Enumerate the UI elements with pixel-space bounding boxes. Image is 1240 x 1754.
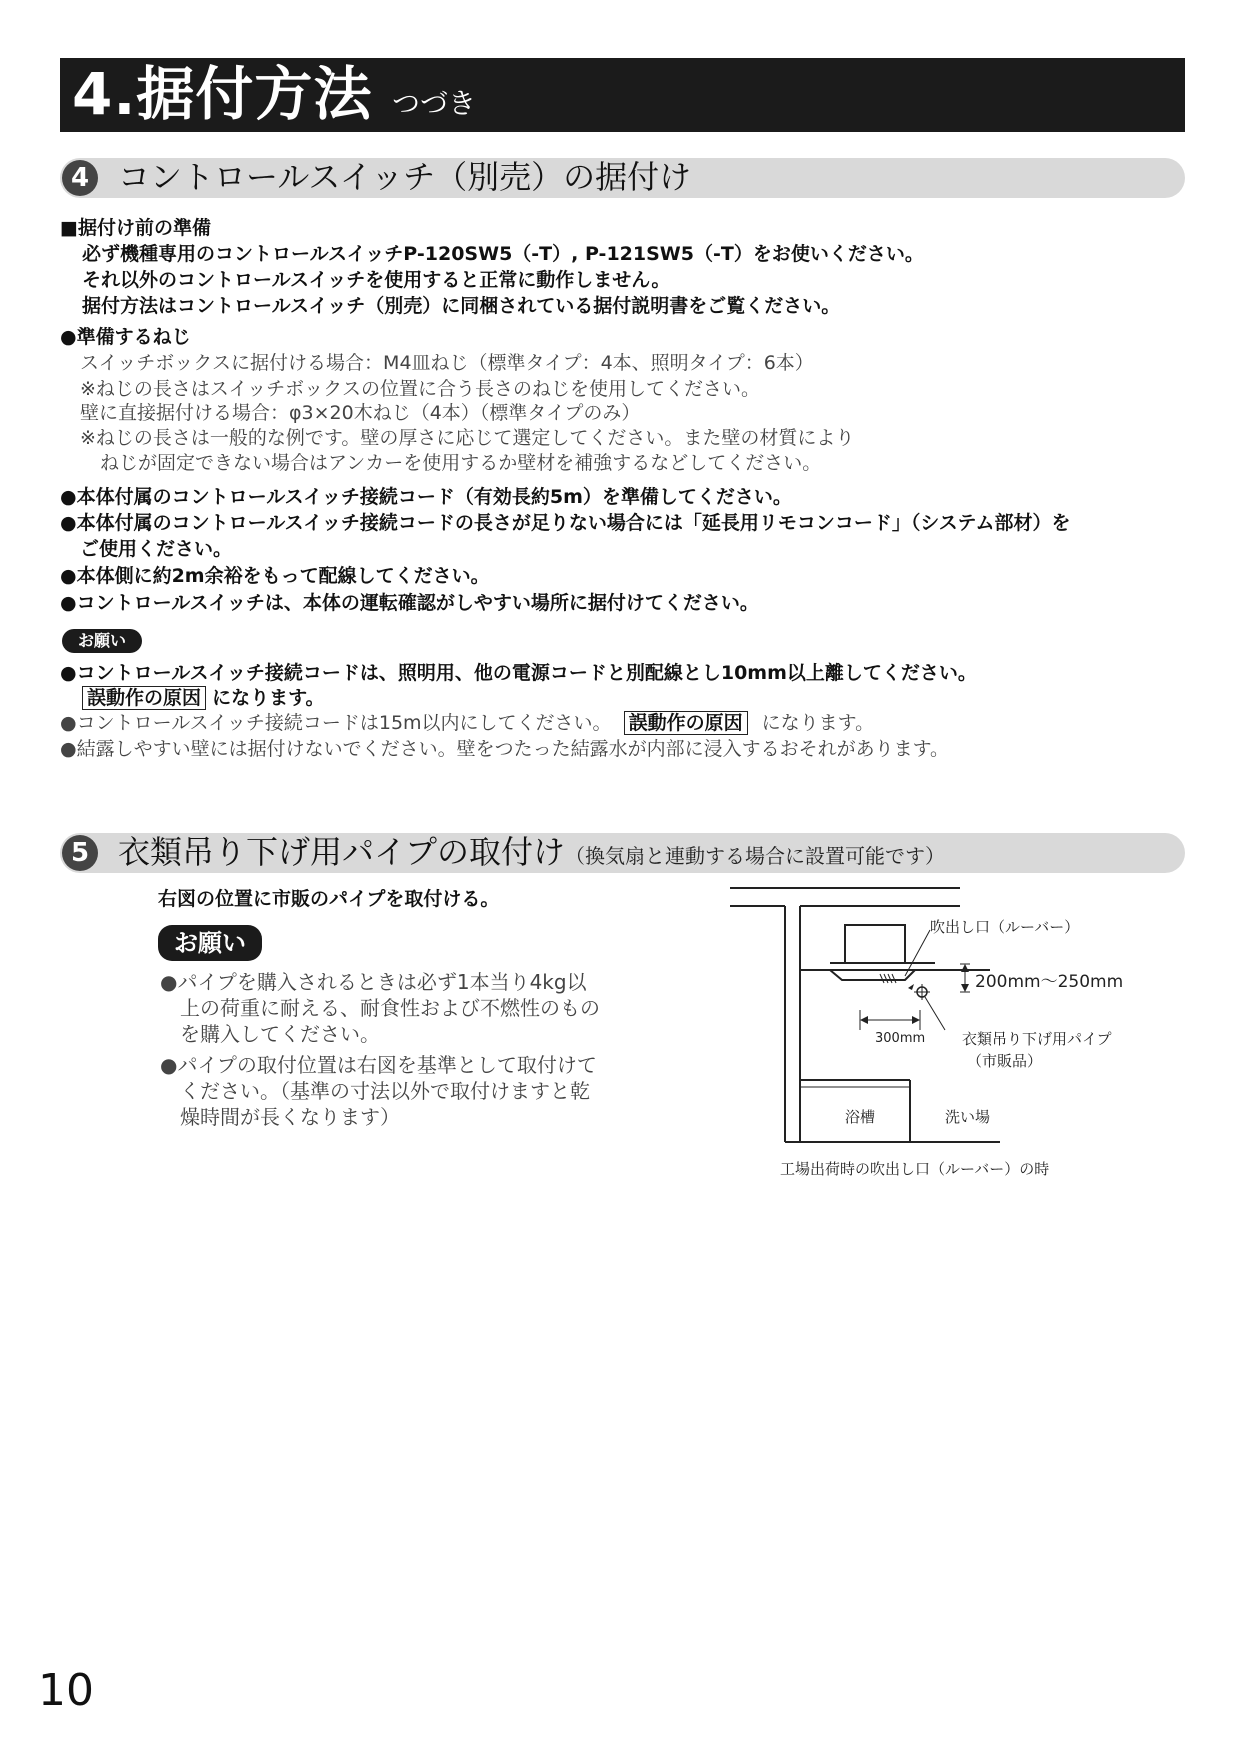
screws-line-1: スイッチボックスに据付ける場合：M4皿ねじ（標準タイプ：4本、照明タイプ：6本） <box>80 352 814 374</box>
tub-label: 浴槽 <box>845 1108 876 1126</box>
screws-line-2: ※ねじの長さはスイッチボックスの位置に合う長さのねじを使用してください。 <box>80 378 760 400</box>
bullet-1: ●本体付属のコントロールスイッチ接続コード（有効長約5m）を準備してください。 <box>60 486 792 508</box>
fan-unit <box>845 925 905 963</box>
screws-line-4: ※ねじの長さは一般的な例です。壁の厚さに応じて選定してください。また壁の材質により <box>80 427 855 449</box>
request-2-suffix: になります。 <box>761 712 875 734</box>
height-label: 200mm〜250mm <box>975 972 1124 992</box>
pipe-leader <box>925 997 945 1030</box>
width-label: 300mm <box>875 1031 926 1046</box>
pipe-bullet-1-line-3: を購入してください。 <box>180 1022 380 1046</box>
request-3: ●結露しやすい壁には据付けないでください。壁をつたった結露水が内部に浸入するおそれがあります。 <box>60 738 950 760</box>
request-1: ●コントロールスイッチ接続コードは、照明用、他の電源コードと別配線とし10mm以上離してください。 <box>60 662 977 684</box>
section-5-title: 衣類吊り下げ用パイプの取付け <box>118 833 566 871</box>
pipe-bullet-2-line-3: 燥時間が長くなります） <box>180 1105 400 1129</box>
prep-line-3: 据付方法はコントロールスイッチ（別売）に同梱されている据付説明書をご覧ください。 <box>82 295 841 317</box>
prep-line-1: 必ず機種専用のコントロールスイッチP-120SW5（-T）, P-121SW5（-T）をお使いください。 <box>82 243 924 265</box>
wash-area-label: 洗い場 <box>945 1108 991 1126</box>
pipe-bullet-1-line-1: ●パイプを購入されるときは必ず1本当り4kg以 <box>160 970 587 994</box>
pipe-bullet-2-line-2: ください。（基準の寸法以外で取付けますと乾 <box>180 1079 590 1103</box>
request-1-tail <box>82 685 325 711</box>
request-badge-2: お願い <box>158 925 262 961</box>
section-5-title-row <box>118 833 945 875</box>
page-number: 10 <box>38 1665 94 1716</box>
section-4-title: コントロールスイッチ（別売）の据付け <box>118 158 692 196</box>
pipe-label-1: 衣類吊り下げ用パイプ <box>962 1030 1112 1048</box>
section-4-number: 4 <box>62 160 98 196</box>
page-title: 4.据付方法 <box>72 60 373 128</box>
section-5-note: （換気扇と連動する場合に設置可能です） <box>565 844 946 868</box>
screws-heading: ●準備するねじ <box>60 326 191 348</box>
diagram-caption: 工場出荷時の吹出し口（ルーバー）の時 <box>780 1160 1050 1178</box>
bullet-2-cont: ご使用ください。 <box>80 538 233 560</box>
malfunction-box: 誤動作の原因 <box>82 686 206 710</box>
request-2 <box>60 710 874 736</box>
section-5-intro: 右図の位置に市販のパイプを取付ける。 <box>158 888 500 910</box>
louver-label: 吹出し口（ルーバー） <box>930 918 1080 936</box>
request-1-suffix: になります。 <box>212 687 325 709</box>
louver-body <box>830 970 915 980</box>
bullet-4: ●コントロールスイッチは、本体の運転確認がしやすい場所に据付けてください。 <box>60 592 759 614</box>
pipe-label-2: （市販品） <box>967 1052 1043 1070</box>
request-badge: お願い <box>62 629 142 653</box>
pipe-bullet-1-line-2: 上の荷重に耐える、耐食性および不燃性のもの <box>180 996 600 1020</box>
section-5-number: 5 <box>62 835 98 871</box>
bullet-3: ●本体側に約2m余裕をもって配線してください。 <box>60 565 490 587</box>
prep-line-2: それ以外のコントロールスイッチを使用すると正常に動作しません。 <box>82 269 671 291</box>
request-2-text: ●コントロールスイッチ接続コードは15m以内にしてください。 <box>60 712 612 734</box>
pipe-bullet-2-line-1: ●パイプの取付位置は右図を基準として取付けて <box>160 1053 597 1077</box>
screws-line-5: ねじが固定できない場合はアンカーを使用するか壁材を補強するなどしてください。 <box>100 452 822 474</box>
page-subtitle: つづき <box>392 87 477 120</box>
pipe-position-diagram <box>730 880 1150 1180</box>
malfunction-box-2: 誤動作の原因 <box>624 711 748 735</box>
bullet-2: ●本体付属のコントロールスイッチ接続コードの長さが足りない場合には「延長用リモコンコード」（システム部材）を <box>60 512 1071 534</box>
prep-heading: ■据付け前の準備 <box>60 217 211 239</box>
screws-line-3: 壁に直接据付ける場合：φ3×20木ねじ（4本）（標準タイプのみ） <box>80 402 641 424</box>
